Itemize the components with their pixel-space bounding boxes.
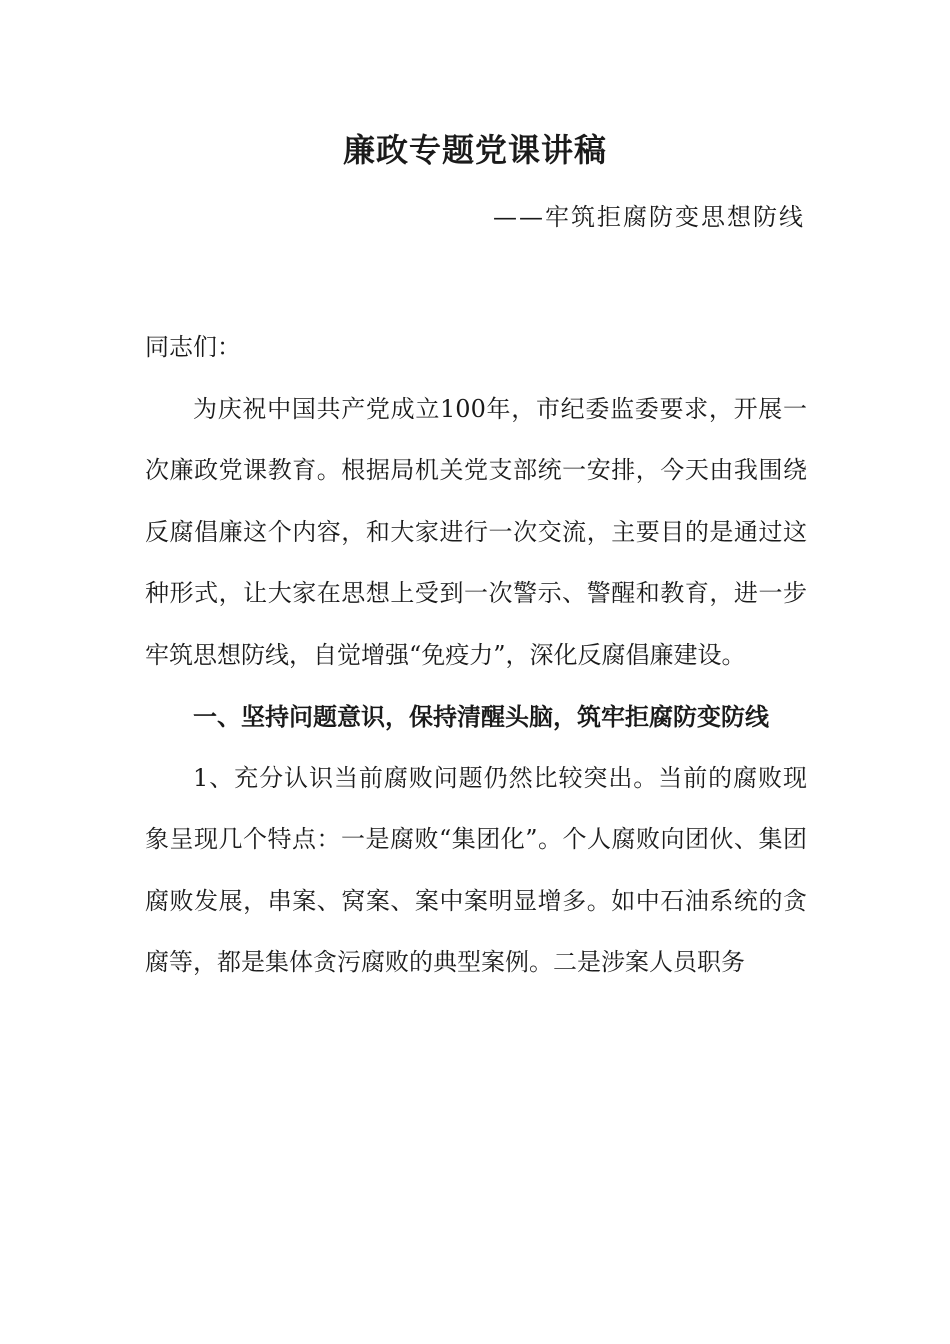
paragraph-intro: 为庆祝中国共产党成立100年，市纪委监委要求，开展一次廉政党课教育。根据局机关党支部统一安排，今天由我围绕反腐倡廉这个内容，和大家进行一次交流，主要目的是通过这种形式，让大家在思想上受到一次警示、警醒和教育，进一步牢筑思想防线，自觉增强“免疫力”，深化反腐倡廉建设。 <box>145 394 807 669</box>
document-title: 廉政专题党课讲稿 <box>342 131 607 169</box>
document-subtitle: ——牢筑拒腐防变思想防线 <box>493 203 805 231</box>
document-body <box>145 317 807 994</box>
section-heading-1: 一、坚持问题意识，保持清醒头脑，筑牢拒腐防变防线 <box>193 702 769 731</box>
salutation: 同志们： <box>145 333 241 361</box>
paragraph-section-1: 1、充分认识当前腐败问题仍然比较突出。当前的腐败现象呈现几个特点：一是腐败“集团化”。个人腐败向团伙、集团腐败发展，串案、窝案、案中案明显增多。如中石油系统的贪腐等，都是集体贪污腐败的典型案例。二是涉案人员职务 <box>145 763 807 976</box>
